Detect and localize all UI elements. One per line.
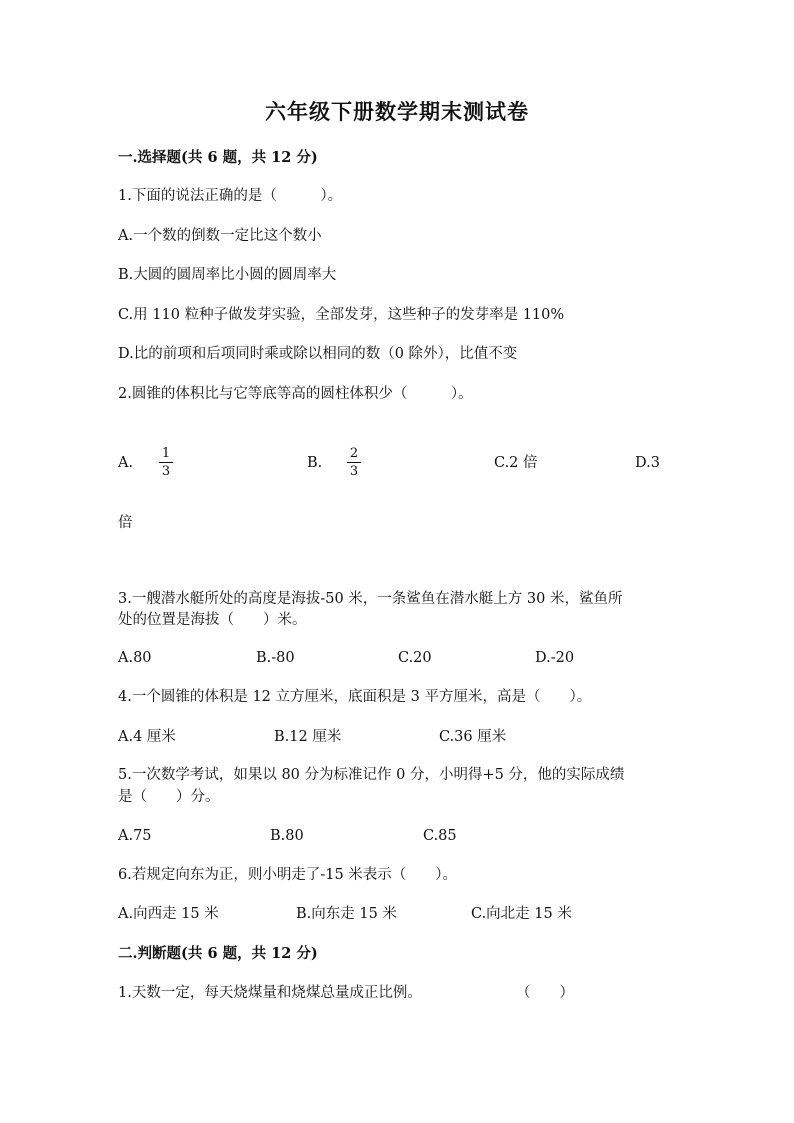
question-4-option-c: C.36 厘米 [439,729,507,745]
question-2-option-a-fraction [159,446,173,479]
fraction-numerator: 1 [159,446,173,463]
question-3-option-b: B.-80 [256,650,295,666]
question-2-option-c: C.2 倍 [494,455,538,471]
question-2-option-d-wrap: 倍 [118,515,133,531]
question-6-option-c: C.向北走 15 米 [471,906,572,922]
question-6-option-b: B.向东走 15 米 [296,906,397,922]
question-6-stem: 6.若规定向东为正，则小明走了-15 米表示（ ）。 [118,867,458,883]
fraction-denominator: 3 [349,464,359,479]
question-2-option-b-fraction [347,446,361,479]
question-4-option-b: B.12 厘米 [274,729,342,745]
section-heading-choice: 一.选择题(共 6 题，共 12 分) [118,149,318,166]
question-1-option-a: A.一个数的倒数一定比这个数小 [118,228,322,244]
question-5-option-c: C.85 [423,828,457,844]
question-5-stem-line-2: 是（ ）分。 [118,789,220,805]
question-3-stem-line-1: 3.一艘潜水艇所处的高度是海拔-50 米，一条鲨鱼在潜水艇上方 30 米，鲨鱼所 [118,591,623,607]
judgment-question-1-blank: （ ） [516,985,574,1001]
fraction-numerator: 2 [347,446,361,463]
question-4-stem: 4.一个圆锥的体积是 12 立方厘米，底面积是 3 平方厘米，高是（ ）。 [118,689,592,705]
question-3-option-a: A.80 [118,650,152,666]
question-1-stem: 1.下面的说法正确的是（ ）。 [118,188,343,204]
question-5-option-b: B.80 [270,828,304,844]
question-6-option-a: A.向西走 15 米 [118,906,219,922]
question-3-option-c: C.20 [398,650,432,666]
fraction-denominator: 3 [161,464,171,479]
question-5-stem-line-1: 5.一次数学考试，如果以 80 分为标准记作 0 分，小明得+5 分，他的实际成绩 [118,767,625,783]
question-1-option-c: C.用 110 粒种子做发芽实验，全部发芽，这些种子的发芽率是 110% [118,307,565,323]
question-2-option-d: D.3 [635,455,660,471]
question-2-option-b-letter: B. [307,455,323,471]
page-title: 六年级下册数学期末测试卷 [265,99,529,124]
section-heading-judgment: 二.判断题(共 6 题，共 12 分) [118,945,318,962]
question-3-option-d: D.-20 [535,650,575,666]
question-5-option-a: A.75 [118,828,152,844]
question-4-option-a: A.4 厘米 [118,729,176,745]
question-1-option-d: D.比的前项和后项同时乘或除以相同的数（0 除外），比值不变 [118,346,518,362]
question-3-stem-line-2: 处的位置是海拔（ ）米。 [118,612,307,628]
question-2-option-a-letter: A. [118,455,134,471]
judgment-question-1-stem: 1.天数一定，每天烧煤量和烧煤总量成正比例。 [118,985,422,1001]
question-2-stem: 2.圆锥的体积比与它等底等高的圆柱体积少（ ）。 [118,386,473,402]
question-1-option-b: B.大圆的圆周率比小圆的圆周率大 [118,267,337,283]
